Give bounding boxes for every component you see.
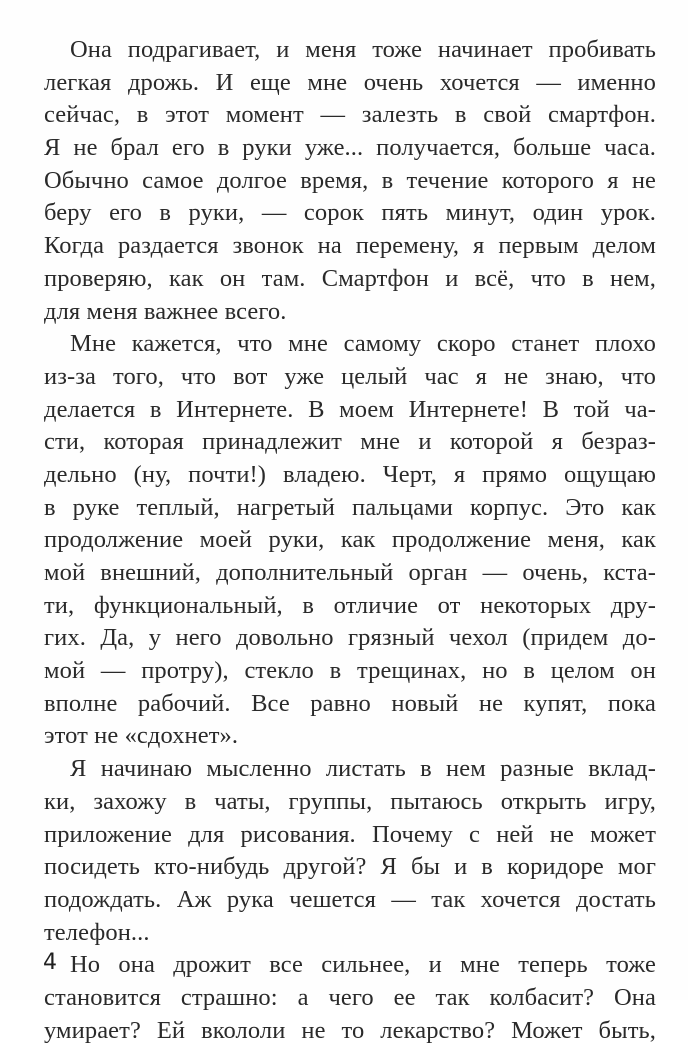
paragraph-1-line-7: Когда раздается звонок на перемену, я первым делом — [44, 232, 656, 260]
page-number: 4 — [43, 950, 57, 975]
paragraph-1-line-3: сейчас, в этот момент — залезть в свой смартфон. — [44, 101, 656, 129]
paragraph-3-line-5: подождать. Аж рука чешется — так хочется достать — [44, 885, 656, 913]
paragraph-1-line-9: для меня важнее всего. — [44, 297, 287, 325]
paragraph-2-line-3: делается в Интернете. В моем Интернете! В той ча- — [44, 395, 656, 423]
paragraph-1-line-2: легкая дрожь. И еще мне очень хочется — именно — [44, 68, 656, 96]
paragraph-4-line-1: Но она дрожит все сильнее, и мне теперь тоже — [70, 951, 656, 979]
paragraph-3-line-1: Я начинаю мысленно листать в нем разные вклад- — [70, 755, 656, 783]
paragraph-2-line-6: в руке теплый, нагретый пальцами корпус. Это как — [44, 493, 656, 521]
paragraph-2-line-2: из-за того, что вот уже целый час я не знаю, что — [44, 362, 656, 390]
paragraph-2-line-9: ти, функциональный, в отличие от некоторых дру- — [44, 591, 656, 619]
paragraph-2-line-8: мой внешний, дополнительный орган — очень, кста- — [44, 559, 656, 586]
paragraph-1-line-6: беру его в руки, — сорок пять минут, один урок. — [44, 199, 656, 227]
paragraph-2-line-7: продолжение моей руки, как продолжение меня, как — [44, 526, 656, 554]
paragraph-3-line-4: посидеть кто-нибудь другой? Я бы и в коридоре мог — [44, 853, 656, 881]
paragraph-1-line-8: проверяю, как он там. Смартфон и всё, что в нем, — [44, 264, 656, 292]
paragraph-2-line-4: сти, которая принадлежит мне и которой я безраз- — [44, 428, 656, 456]
paragraph-2-line-13: этот не «сдохнет». — [44, 722, 239, 750]
paragraph-2-line-5: дельно (ну, почти!) владею. Черт, я прямо ощущаю — [44, 460, 656, 488]
paragraph-2-line-11: мой — протру), стекло в трещинах, но в целом он — [44, 657, 656, 685]
paragraph-4-line-2: становится страшно: а чего ее так колбасит? Она — [44, 983, 656, 1011]
body-text — [44, 34, 656, 1047]
paragraph-2-line-1: Мне кажется, что мне самому скоро станет плохо — [70, 330, 656, 358]
paragraph-1-line-1: Она подрагивает, и меня тоже начинает пробивать — [70, 36, 656, 63]
paragraph-1-line-5: Обычно самое долгое время, в течение которого я не — [44, 166, 656, 194]
paragraph-2-line-12: вполне рабочий. Все равно новый не купят, пока — [44, 689, 656, 717]
paragraph-1-line-4: Я не брал его в руки уже... получается, больше часа. — [44, 134, 656, 162]
paragraph-3-line-2: ки, захожу в чаты, группы, пытаюсь открыть игру, — [44, 787, 656, 815]
paragraph-2-line-10: гих. Да, у него довольно грязный чехол (придем до- — [44, 624, 656, 652]
paragraph-3-line-3: приложение для рисования. Почему с ней не может — [44, 820, 656, 848]
paragraph-3-line-6: телефон... — [44, 918, 150, 946]
paragraph-4-line-3: умирает? Ей вкололи не то лекарство? Может быть, — [44, 1016, 656, 1044]
